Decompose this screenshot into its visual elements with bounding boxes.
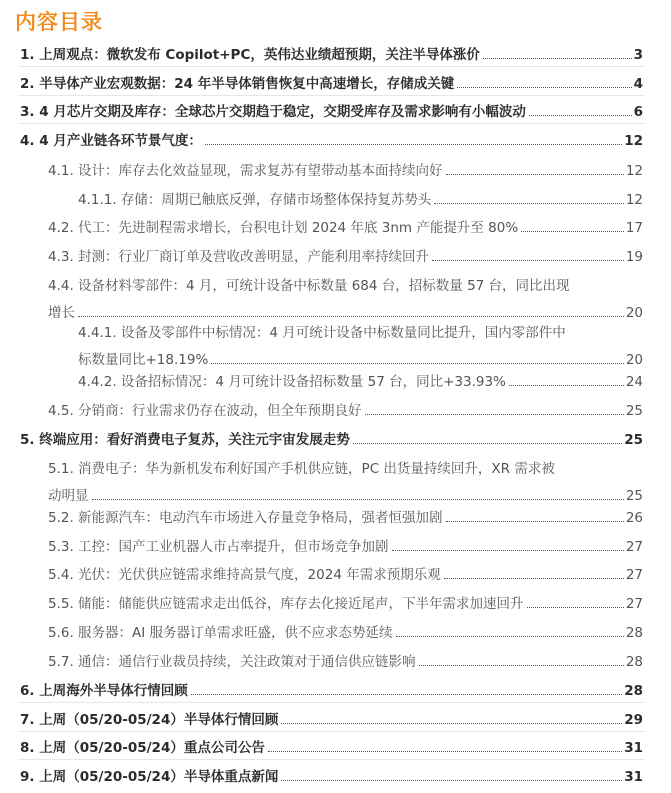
dot-leader (529, 115, 632, 116)
divider (18, 95, 645, 96)
toc-entry-4-4-1[interactable] (78, 321, 643, 368)
dot-leader (353, 443, 622, 444)
toc-entry-text: 4.4.1. 设备及零部件中标情况：4 月可统计设备中标数量同比提升，国内零部件中 (78, 325, 566, 341)
toc-entry-4-4-2[interactable] (78, 370, 643, 390)
dot-leader (419, 665, 624, 666)
toc-page-number: 12 (625, 192, 643, 208)
divider (18, 731, 645, 732)
dot-leader (444, 578, 624, 579)
dot-leader (281, 780, 622, 781)
toc-entry-text-continued: 动明显 (48, 488, 89, 504)
toc-title: 内容目录 (15, 10, 103, 34)
toc-entry-text-continued: 标数量同比+18.19% (78, 352, 209, 368)
dot-leader (457, 87, 631, 88)
toc-entry-text: 3. 4 月芯片交期及库存：全球芯片交期趋于稳定，交期受库存及需求影响有小幅波动 (20, 104, 526, 120)
divider (18, 123, 645, 124)
divider (18, 66, 645, 67)
toc-entry-5-2[interactable] (48, 506, 643, 526)
toc-entry-2[interactable] (20, 72, 643, 92)
dot-leader (396, 636, 624, 637)
toc-entry-4-1[interactable] (48, 159, 643, 179)
toc-entry-5-5[interactable] (48, 592, 643, 612)
dot-leader (191, 694, 622, 695)
dot-leader (205, 144, 622, 145)
toc-entry-7[interactable] (20, 708, 643, 728)
toc-entry-5-3[interactable] (48, 535, 643, 555)
toc-entry-5-1[interactable] (48, 457, 643, 504)
toc-entry-text: 9. 上周（05/20-05/24）半导体重点新闻 (20, 769, 279, 785)
toc-entry-text: 5.6. 服务器：AI 服务器订单需求旺盛，供不应求态势延续 (48, 625, 393, 641)
dot-leader (211, 363, 624, 364)
dot-leader (434, 203, 623, 204)
toc-page-number: 6 (633, 104, 643, 120)
toc-entry-text: 5.4. 光伏：光伏供应链需求维持高景气度，2024 年需求预期乐观 (48, 567, 441, 583)
toc-entry-1[interactable] (20, 43, 643, 63)
dot-leader (446, 521, 624, 522)
toc-entry-text-continued: 增长 (48, 305, 75, 321)
toc-entry-text: 5.5. 储能：储能供应链需求走出低谷，库存去化接近尾声，下半年需求加速回升 (48, 596, 524, 612)
toc-page-number: 25 (625, 488, 643, 504)
toc-page-number: 27 (625, 539, 643, 555)
toc-page-number: 24 (625, 374, 643, 390)
toc-entry-4-4[interactable] (48, 274, 643, 321)
toc-page-number: 29 (624, 712, 643, 728)
toc-entry-5[interactable] (20, 428, 643, 448)
toc-page-number: 31 (624, 740, 643, 756)
toc-entry-text: 4. 4 月产业链各环节景气度： (20, 133, 202, 149)
toc-page-number: 19 (625, 249, 643, 265)
toc-entry-text: 4.1. 设计：库存去化效益显现，需求复苏有望带动基本面持续向好 (48, 163, 443, 179)
toc-page-number: 31 (624, 769, 643, 785)
toc-page-number: 20 (625, 305, 643, 321)
dot-leader (521, 231, 624, 232)
toc-entry-text: 5.7. 通信：通信行业裁员持续，关注政策对于通信供应链影响 (48, 654, 416, 670)
toc-entry-text: 2. 半导体产业宏观数据：24 年半导体销售恢复中高速增长，存储成关键 (20, 76, 455, 92)
toc-page-number: 27 (625, 596, 643, 612)
toc-page-number: 12 (625, 163, 643, 179)
toc-page-number: 28 (625, 654, 643, 670)
toc-entry-5-4[interactable] (48, 563, 643, 583)
toc-entry-text: 4.5. 分销商：行业需求仍存在波动，但全年预期良好 (48, 403, 362, 419)
toc-entry-text: 4.4. 设备材料零部件：4 月，可统计设备中标数量 684 台，招标数量 57 台，同比出现 (48, 278, 570, 294)
dot-leader (527, 607, 624, 608)
toc-entry-text: 4.1.1. 存储：周期已触底反弹，存储市场整体保持复苏势头 (78, 192, 432, 208)
toc-page-number: 27 (625, 567, 643, 583)
toc-entry-9[interactable] (20, 765, 643, 785)
toc-page-number: 28 (624, 683, 643, 699)
divider (18, 702, 645, 703)
dot-leader (483, 58, 632, 59)
toc-entry-text: 8. 上周（05/20-05/24）重点公司公告 (20, 740, 265, 756)
toc-entry-text: 5. 终端应用：看好消费电子复苏，关注元宇宙发展走势 (20, 432, 350, 448)
toc-page-number: 26 (625, 510, 643, 526)
toc-entry-text: 4.2. 代工：先进制程需求增长，台积电计划 2024 年底 3nm 产能提升至 80% (48, 220, 519, 236)
dot-leader (392, 550, 624, 551)
toc-page-number: 20 (625, 352, 643, 368)
toc-entry-text: 4.4.2. 设备招标情况：4 月可统计设备招标数量 57 台，同比+33.93% (78, 374, 506, 390)
dot-leader (281, 723, 622, 724)
toc-page-number: 28 (625, 625, 643, 641)
toc-entry-text: 5.2. 新能源汽车：电动汽车市场进入存量竞争格局，强者恒强加剧 (48, 510, 443, 526)
toc-entry-4-3[interactable] (48, 245, 643, 265)
toc-page-number: 3 (633, 47, 643, 63)
toc-entry-5-6[interactable] (48, 621, 643, 641)
dot-leader (92, 499, 624, 500)
toc-entry-8[interactable] (20, 736, 643, 756)
toc-entry-text: 6. 上周海外半导体行情回顾 (20, 683, 188, 699)
toc-entry-text: 4.3. 封测：行业厂商订单及营收改善明显，产能利用率持续回升 (48, 249, 430, 265)
toc-entry-4-2[interactable] (48, 216, 643, 236)
toc-page-number: 25 (624, 432, 643, 448)
toc-entry-text: 5.3. 工控：国产工业机器人市占率提升，但市场竞争加剧 (48, 539, 389, 555)
divider (18, 759, 645, 760)
dot-leader (268, 751, 622, 752)
toc-entry-4-1-1[interactable] (78, 188, 643, 208)
dot-leader (432, 260, 624, 261)
toc-entry-text: 7. 上周（05/20-05/24）半导体行情回顾 (20, 712, 279, 728)
toc-entry-text: 5.1. 消费电子：华为新机发布利好国产手机供应链，PC 出货量持续回升，XR 需求被 (48, 461, 555, 477)
toc-page-number: 25 (625, 403, 643, 419)
dot-leader (509, 385, 624, 386)
dot-leader (365, 414, 624, 415)
toc-entry-6[interactable] (20, 679, 643, 699)
toc-entry-4[interactable] (20, 129, 643, 149)
toc-page-number: 17 (625, 220, 643, 236)
dot-leader (78, 316, 624, 317)
toc-entry-4-5[interactable] (48, 399, 643, 419)
toc-entry-text: 1. 上周观点：微软发布 Copilot+PC，英伟达业绩超预期，关注半导体涨价 (20, 47, 480, 63)
toc-page-number: 4 (633, 76, 643, 92)
dot-leader (446, 174, 624, 175)
toc-entry-5-7[interactable] (48, 650, 643, 670)
toc-page-number: 12 (624, 133, 643, 149)
toc-entry-3[interactable] (20, 100, 643, 120)
